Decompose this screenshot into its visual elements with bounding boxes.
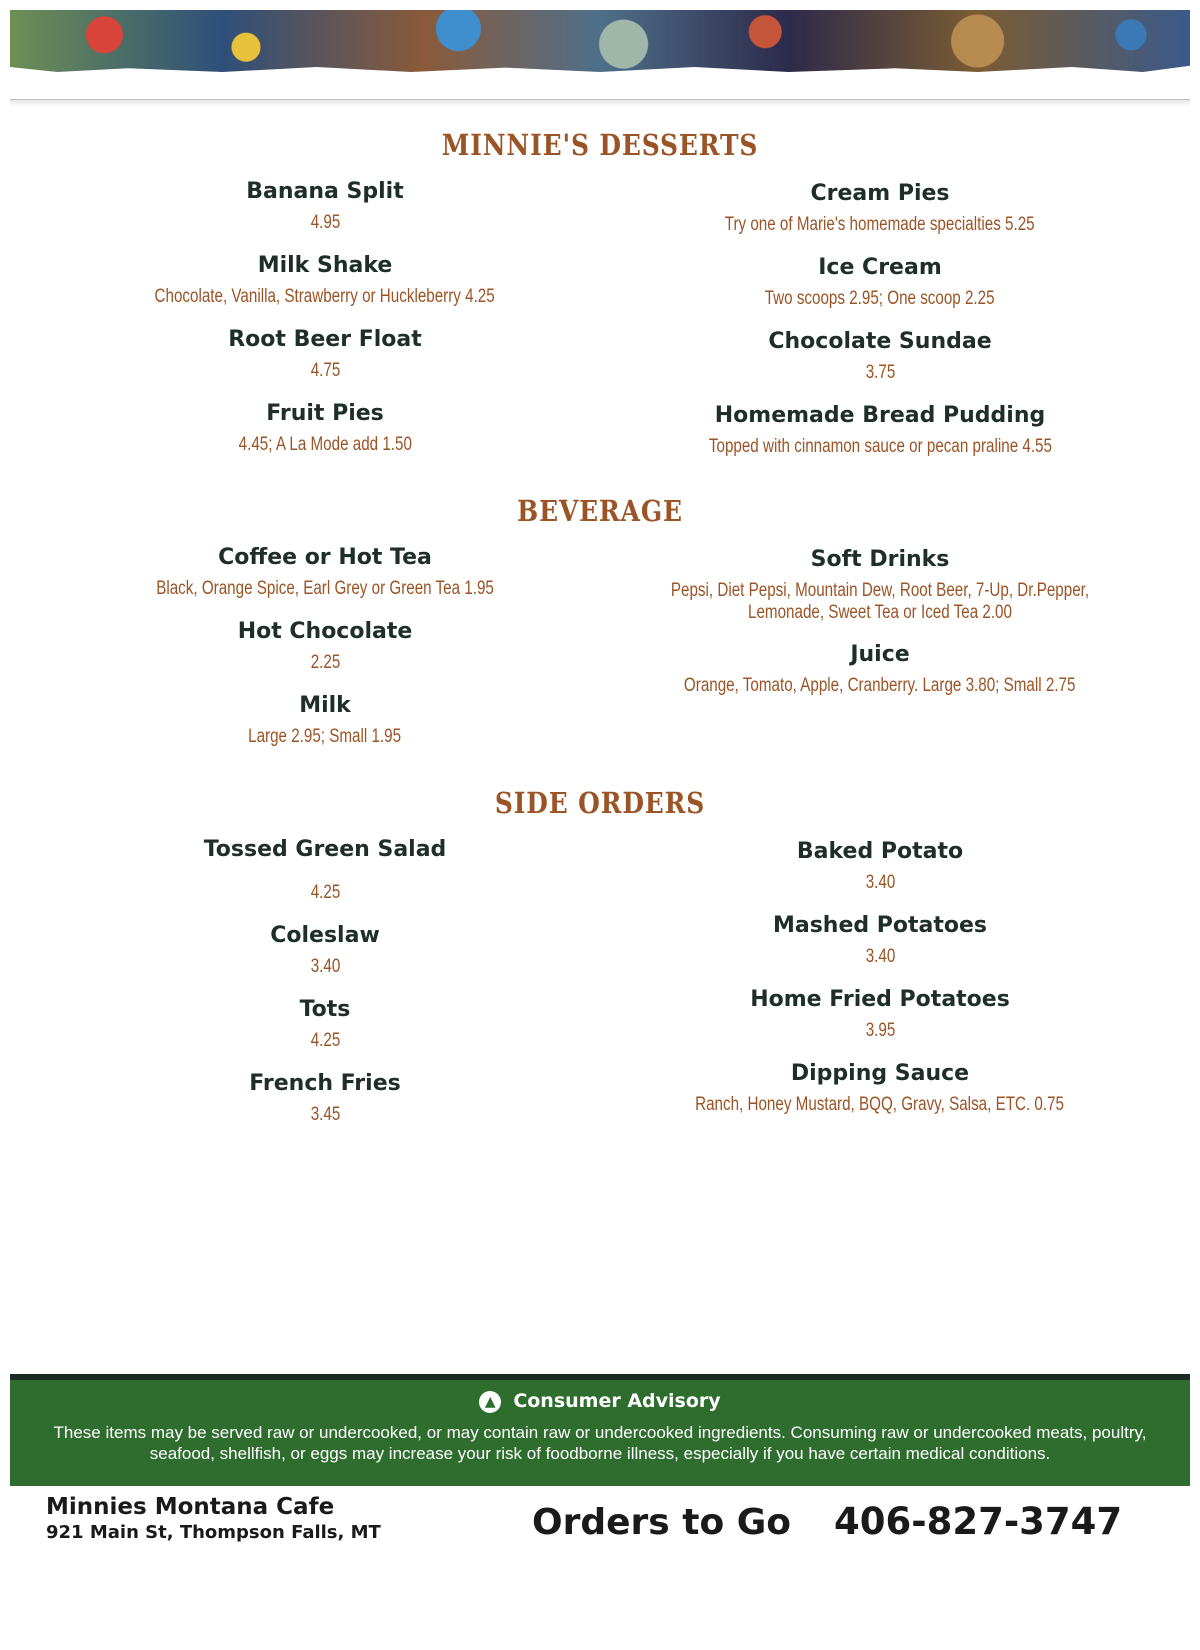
tree-icon: ▲ xyxy=(479,1391,501,1413)
menu-item xyxy=(65,692,585,748)
menu-item xyxy=(65,400,585,456)
cafe-address: 921 Main St, Thompson Falls, MT xyxy=(46,1522,381,1543)
cafe-name: Minnies Montana Cafe xyxy=(46,1494,335,1520)
item-name: Banana Split xyxy=(246,179,404,204)
menu-item xyxy=(65,252,585,308)
menu-item xyxy=(65,326,585,382)
item-name: French Fries xyxy=(249,1071,401,1096)
item-name: Soft Drinks xyxy=(810,547,950,572)
menu-item xyxy=(620,838,1140,894)
item-name: Homemade Bread Pudding xyxy=(714,403,1046,428)
menu-item xyxy=(620,546,1140,624)
item-description: Two scoops 2.95; One scoop 2.25 xyxy=(765,288,995,309)
menu-item xyxy=(620,402,1140,458)
item-name: Hot Chocolate xyxy=(237,619,413,644)
item-name: Baked Potato xyxy=(796,839,964,864)
item-price: 4.95 xyxy=(310,212,340,233)
item-description: Ranch, Honey Mustard, BQQ, Gravy, Salsa, ETC. 0.75 xyxy=(695,1094,1065,1115)
item-description: 4.45; A La Mode add 1.50 xyxy=(238,434,412,455)
item-description: Orange, Tomato, Apple, Cranberry. Large 3.80; Small 2.75 xyxy=(684,675,1076,696)
advisory-heading xyxy=(10,1390,1190,1413)
item-description: Pepsi, Diet Pepsi, Mountain Dew, Root Beer, 7-Up, Dr.Pepper, Lemonade, Sweet Tea or Iced Tea 2.00 xyxy=(670,580,1090,623)
item-name: Juice xyxy=(850,642,910,667)
item-name: Home Fried Potatoes xyxy=(750,987,1010,1012)
item-name: Dipping Sauce xyxy=(790,1061,970,1086)
item-price: 3.40 xyxy=(310,956,340,977)
item-name: Tossed Green Salad xyxy=(203,837,447,862)
consumer-advisory-banner xyxy=(10,1374,1190,1486)
menu-item xyxy=(65,922,585,978)
divider xyxy=(10,99,1190,107)
menu-item xyxy=(65,996,585,1052)
menu-item xyxy=(65,836,585,904)
item-price: 4.25 xyxy=(310,882,340,903)
menu-item xyxy=(620,254,1140,310)
item-name: Ice Cream xyxy=(818,255,942,280)
item-name: Coleslaw xyxy=(270,923,380,948)
item-name: Mashed Potatoes xyxy=(772,913,988,938)
item-price: 4.25 xyxy=(310,1030,340,1051)
section-title-beverage: BEVERAGE xyxy=(517,494,683,528)
menu-item xyxy=(65,618,585,674)
item-name: Chocolate Sundae xyxy=(768,329,992,354)
item-price: 3.40 xyxy=(865,872,895,893)
phone-number[interactable]: 406-827-3747 xyxy=(834,1500,1123,1543)
item-description: Try one of Marie's homemade specialties 5.25 xyxy=(725,214,1035,235)
section-title-desserts: MINNIE'S DESSERTS xyxy=(441,128,759,162)
item-price: 4.75 xyxy=(310,360,340,381)
menu-item xyxy=(620,1060,1140,1116)
item-price: 2.25 xyxy=(310,652,340,673)
menu-item xyxy=(620,180,1140,236)
item-description: Black, Orange Spice, Earl Grey or Green Tea 1.95 xyxy=(156,578,494,599)
menu-item xyxy=(620,986,1140,1042)
section-title-side-orders: SIDE ORDERS xyxy=(494,786,706,820)
item-name: Coffee or Hot Tea xyxy=(218,545,432,570)
menu-item xyxy=(65,544,585,600)
advisory-heading-text: Consumer Advisory xyxy=(513,1390,721,1412)
menu-item xyxy=(65,178,585,234)
menu-item xyxy=(620,912,1140,968)
menu-item xyxy=(620,641,1140,697)
item-name: Milk Shake xyxy=(257,253,393,278)
menu-item xyxy=(65,1070,585,1126)
orders-to-go-label: Orders to Go xyxy=(532,1502,792,1543)
item-price: 3.75 xyxy=(865,362,895,383)
menu-item xyxy=(620,328,1140,384)
item-price: 3.40 xyxy=(865,946,895,967)
item-name: Milk xyxy=(299,693,351,718)
item-description: Large 2.95; Small 1.95 xyxy=(248,726,402,747)
advisory-text: These items may be served raw or undercooked, or may contain raw or undercooked ingredients. Consuming raw or undercooked meats, poultry, seafood, shellfish, or eggs may increase your risk of foodborne illness, especially if you have certain medical conditions. xyxy=(53,1423,1147,1463)
item-name: Root Beer Float xyxy=(228,327,422,352)
item-description: Topped with cinnamon sauce or pecan praline 4.55 xyxy=(708,436,1052,457)
item-price: 3.45 xyxy=(310,1104,340,1125)
item-name: Tots xyxy=(299,997,351,1022)
item-description: Chocolate, Vanilla, Strawberry or Huckleberry 4.25 xyxy=(154,286,496,307)
item-name: Cream Pies xyxy=(810,181,950,206)
decorative-banner xyxy=(10,10,1190,72)
item-name: Fruit Pies xyxy=(266,401,384,426)
item-price: 3.95 xyxy=(865,1020,895,1041)
